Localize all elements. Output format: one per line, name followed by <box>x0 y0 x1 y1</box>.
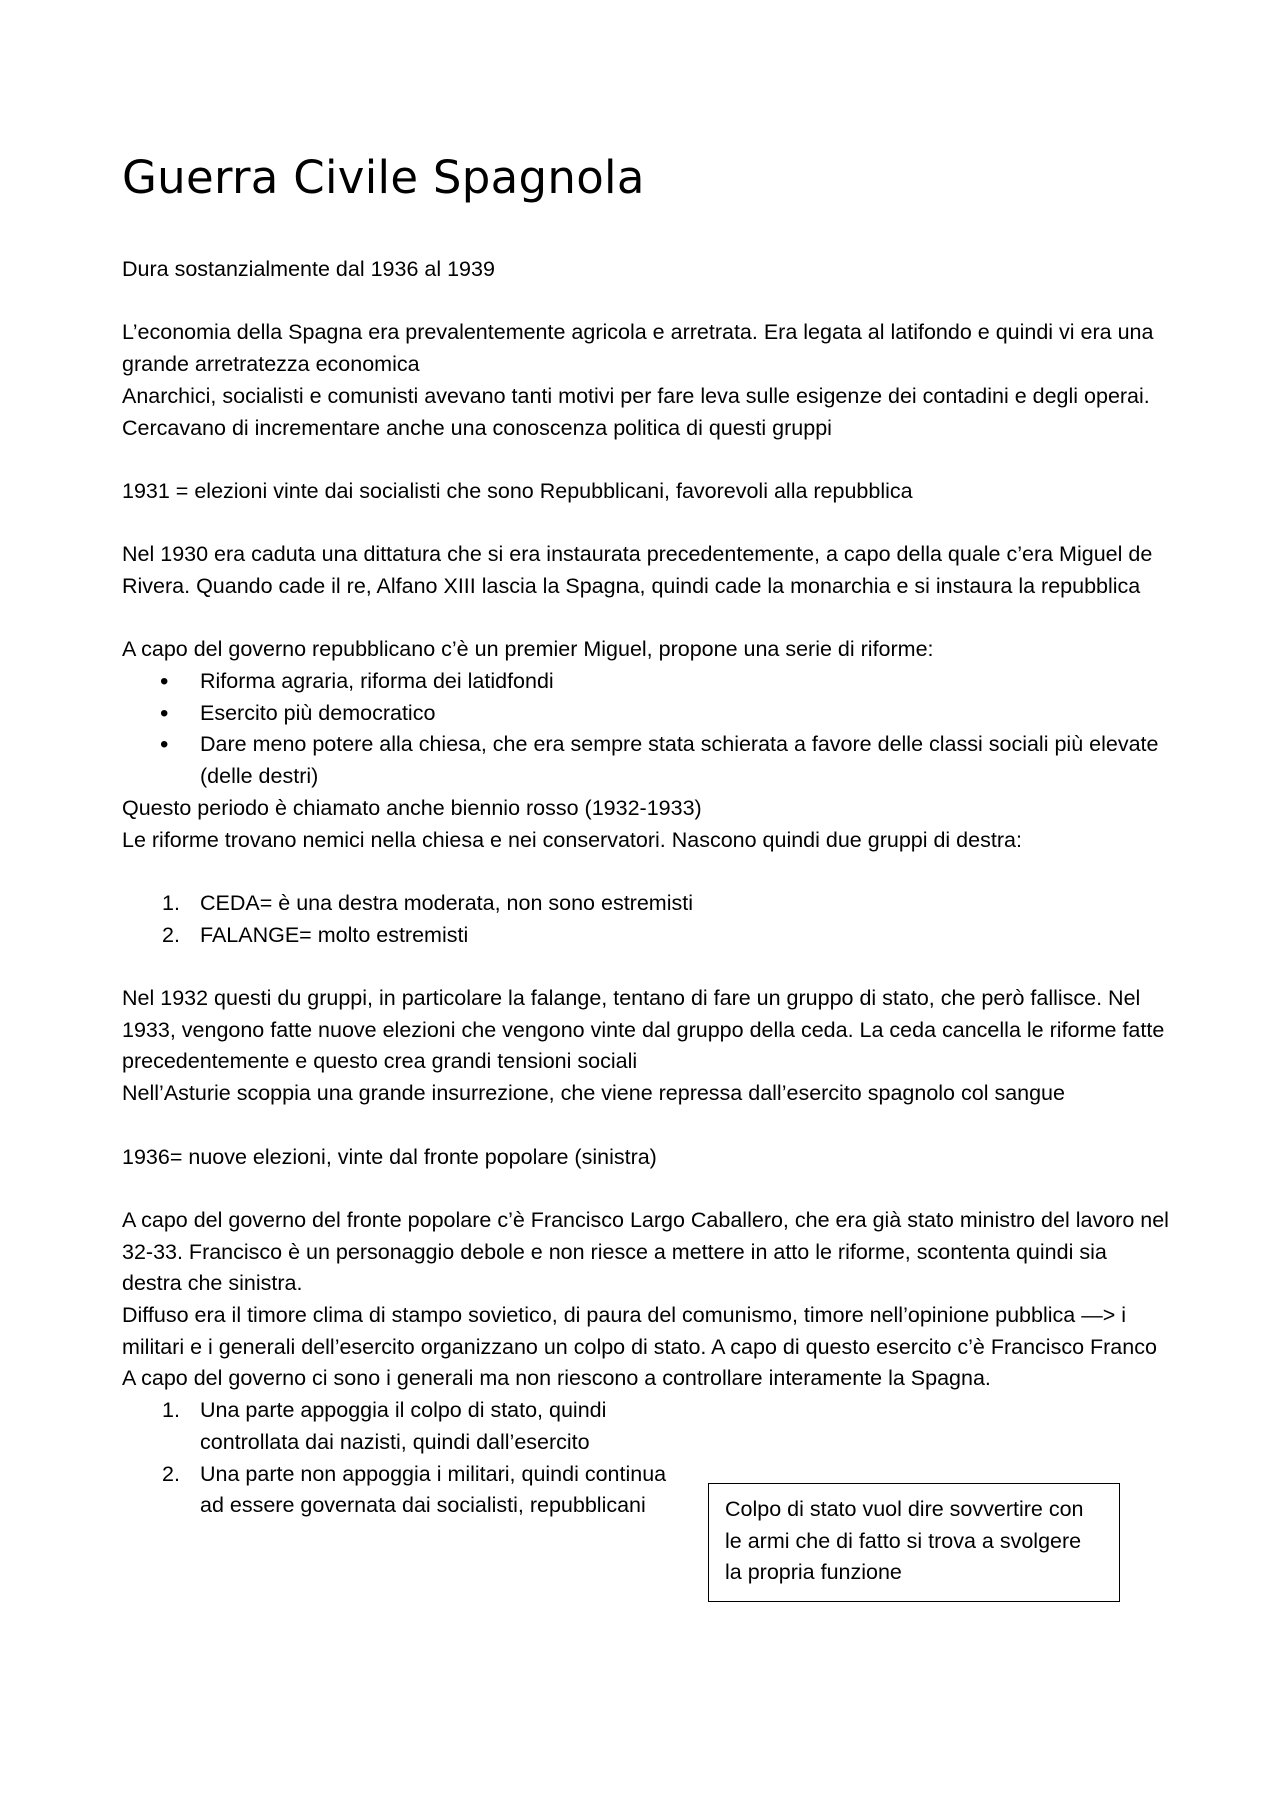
list-number: 1. <box>162 1398 180 1423</box>
paragraph-economy: L’economia della Spagna era prevalentemente agricola e arretrata. Era legata al latifondo e quindi vi era una grande arretratezza economica <box>122 320 1154 377</box>
list-number: 1. <box>162 890 180 915</box>
colpo-di-stato-note-box: Colpo di stato vuol dire sovvertire con le armi che di fatto si trova a svolgere la propria funzione <box>708 1483 1120 1602</box>
paragraph-republican-government: A capo del governo repubblicano c’è un premier Miguel, propone una serie di riforme: <box>122 637 934 662</box>
list-item-text: FALANGE= molto estremisti <box>200 922 469 947</box>
list-item-text: CEDA= è una destra moderata, non sono estremisti <box>200 890 693 915</box>
right-groups-list <box>122 888 1172 951</box>
list-item: • Dare meno potere alla chiesa, che era sempre stata schierata a favore delle classi sociali più elevate (delle destri) <box>122 729 1172 792</box>
reforms-list <box>122 666 1172 793</box>
paragraph-1932-coup-attempt: Nel 1932 questi du gruppi, in particolare la falange, tentano di fare un gruppo di stato, che però fallisce. Nel 1933, vengono fatte nuove elezioni che vengono vinte dal gruppo della ceda. La ceda cancella le riforme fatte precedentemente e questo crea grandi tensioni sociali <box>122 986 1165 1074</box>
list-item <box>122 1459 682 1522</box>
list-item <box>122 920 1172 952</box>
list-item <box>122 888 1172 920</box>
split-parts-list <box>122 1395 682 1522</box>
list-item: • Esercito più democratico <box>122 698 1172 730</box>
paragraph-1930-dictatorship: Nel 1930 era caduta una dittatura che si era instaurata precedentemente, a capo della quale c’era Miguel de Rivera. Quando cade il re, Alfano XIII lascia la Spagna, quindi cade la monarchia e si instaura la repubblica <box>122 542 1153 598</box>
paragraph-generals: A capo del governo ci sono i generali ma non riescono a controllare interamente la Spagna. <box>122 1366 991 1391</box>
paragraph-duration: Dura sostanzialmente dal 1936 al 1939 <box>122 257 495 281</box>
paragraph-caballero: A capo del governo del fronte popolare c’è Francisco Largo Caballero, che era già stato ministro del lavoro nel 32-33. Francisco è un personaggio debole e non riesce a mettere in atto le riforme, scontenta quindi sia destra che sinistra. <box>122 1207 1169 1296</box>
page-title: Guerra Civile Spagnola <box>122 151 645 204</box>
paragraph-1931-elections: 1931 = elezioni vinte dai socialisti che sono Repubblicani, favorevoli alla repubblica <box>122 478 913 503</box>
paragraph-1936-elections: 1936= nuove elezioni, vinte dal fronte popolare (sinistra) <box>122 1144 657 1169</box>
list-item-text: Una parte appoggia il colpo di stato, quindi controllata dai nazisti, quindi dall’esercito <box>200 1398 607 1454</box>
list-item <box>122 1395 682 1458</box>
list-number: 2. <box>162 922 180 947</box>
list-number: 2. <box>162 1461 180 1486</box>
list-item-text: Una parte non appoggia i militari, quindi continua ad essere governata dai socialisti, repubblicani <box>200 1461 667 1518</box>
paragraph-asturie: Nell’Asturie scoppia una grande insurrezione, che viene repressa dall’esercito spagnolo col sangue <box>122 1081 1065 1106</box>
list-item: • Riforma agraria, riforma dei latidfondi <box>122 666 1172 698</box>
paragraph-anarchists: Anarchici, socialisti e comunisti avevano tanti motivi per fare leva sulle esigenze dei contadini e degli operai. Cercavano di incrementare anche una conoscenza politica di questi gruppi <box>122 383 1150 440</box>
paragraph-soviet-fear: Diffuso era il timore clima di stampo sovietico, di paura del comunismo, timore nell’opinione pubblica —> i militari e i generali dell’esercito organizzano un colpo di stato. A capo di questo esercito c’è Francisco Franco <box>122 1303 1157 1359</box>
paragraph-biennio-rosso: Questo periodo è chiamato anche biennio rosso (1932-1933) <box>122 795 702 820</box>
document-body <box>122 254 1172 1522</box>
paragraph-right-groups: Le riforme trovano nemici nella chiesa e nei conservatori. Nascono quindi due gruppi di destra: <box>122 827 1022 852</box>
